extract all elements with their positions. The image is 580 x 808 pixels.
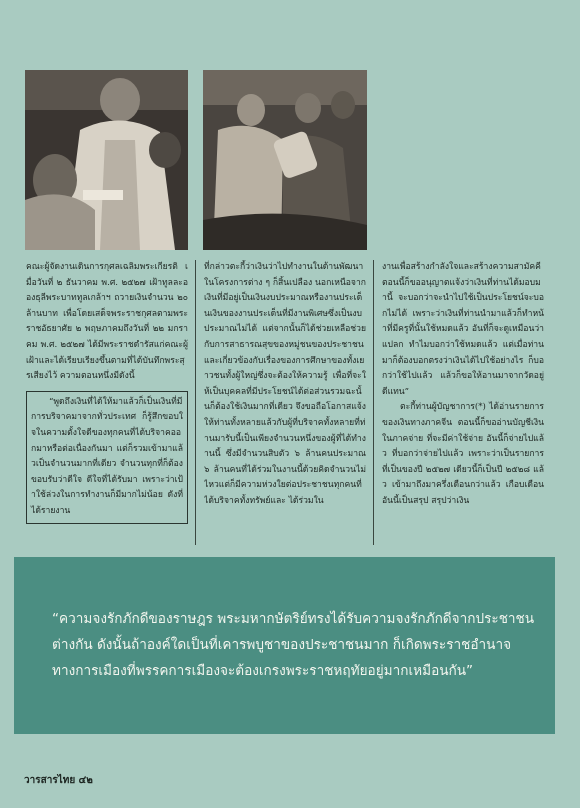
article-column-2 [204, 260, 366, 540]
page-footer: วารสารไทย ๔๒ [24, 775, 93, 786]
column-divider [195, 260, 196, 545]
quoted-speech-box: “พูดถึงเงินที่ได้ให้มาแล้วก็เป็นเงินที่มีการบริจาคมาจากทั่วประเทศ ก็รู้สึกขอบใจในความตั้งใจดีของทุกคนที่ได้บริจาคออกมาหรือต่อเนื่องกันมา แต่ก็รวมเข้ามาแล้วเป็นจำนวนมากที่เดียว จำนวนทุกที่ก็ต้องขอบรับว่าดีใจ ดีใจที่ได้รับมา เพราะว่าเป้าใช้ล่วงในการทำงานก็มีมากไม่น้อย ดังที่ได้รายงาน [26, 391, 188, 524]
photo-king-receiving-tribute [25, 70, 188, 250]
article-paragraph: งานเพื่อสร้างกำลังใจและสร้างความสามัคคีตอนนี้ก็ขออนุญาตแจ้งว่าเงินที่ท่านได้มอบมานี้ จะบอกว่าจะนำไปใช้เป็นประโยชน์จะบอกไม่ได้ เพราะว่าเงินที่ท่านนำมาแล้วก็ทำหน้าที่มีครูที่นั้นใช้หมดแล้ว อันที่ก็จะดูเหมือนว่าแปลก ทำไมบอกว่าใช้หมดแล้ว แต่เมื่อท่านมาก็ต้องบอกตรงว่าเงินได้ไปใช้อย่างไร ก็บอกว่าใช้ไปแล้ว แล้วก็ขอให้อานมาจากวัดอยู่ดีแทน” [382, 262, 544, 397]
article-column-1 [26, 260, 188, 540]
article-paragraph: คณะผู้จัดงานเดินการกุศลเฉลิมพระเกียรติ เมื่อวันที่ ๒ ธันวาคม พ.ศ. ๒๕๒๗ เฝ้าทูลละอองธุลีพระบาททูลเกล้าฯ ถวายเงินจำนวน ๒๐ ล้านบาท เพื่อโดยเสด็จพระราชกุศลตามพระราชอัธยาศัย ๒ พฤษภาคมถึงวันที่ ๒๒ มกราคม พ.ศ. ๒๕๒๗ ได้มีพระราชดำรัสแก่คณะผู้เฝ้าและได้เรียบเรียงขึ้นตามที่ได้บันทึกพระสุรเสียงไว้ ความตอนหนึ่งมีดังนี้ [26, 262, 188, 382]
pull-quote: “ความจงรักภักดีของราษฎร พระมหากษัตริย์ทรงได้รับความจงรักภักดีจากประชาชนต่างกัน ดังนั้นถ้าองค์ใดเป็นที่เคารพบูชาของประชาชนมาก ก็เกิดพระราชอำนาจทางการเมืองที่พรรคการเมืองจะต้องเกรงพระราชหฤทัยอยู่มากเหมือนกัน” [52, 611, 535, 679]
photo-queen-with-villagers [203, 70, 367, 250]
article-column-3 [382, 260, 544, 540]
column-divider [373, 260, 374, 545]
article-paragraph: ที่กล่าวตะกี้ว่าเงินว่าไปทำงานในด้านพัฒนาในโครงการต่าง ๆ ก็สิ้นเปลือง นอกเหนือจากเงินที่มีอยู่เป็นเงินงบประมาณหรืองานประเด็นเงินของงานประเด็นที่มีงานพิเศษซึ่งเป็นงบประมาณไม่ได้ แต่จากนั้นก็ได้ช่วยเหลือช่วยกับการสาธารณสุขของหมู่ชนของประชาชนและเกี่ยวข้องกับเรื่องของการศึกษาของทั้งเยาวชนทั้งผู้ใหญ่ซึ่งจะต้องให้ความรู้ เพื่อที่จะให้เป็นบุคคลที่มีประโยชน์ได้ต่อส่วนรวมฉะนั้นก็ต้องใช้เงินมากที่เดียว จึงขอถือโอกาสแจ้งให้ท่านทั้งหลายแล้วกับผู้ที่บริจาคทั้งหลายที่ท่านมารับนี้เป็นเพียงจำนวนหนึ่งของผู้ที่ได้ทำงานนี้ ซึ่งมีจำนวนสิบตัว ๖ ล้านคนประมาณ ๖ ล้านคนที่ได้ร่วมในงานนี้ด้วยคิดจำนวนไม่ไหวแต่ก็มีความห่วงใยต่อประชาชนทุกคนที่ได้บริจาคทั้งทรัพย์และ ได้ร่วมใน [204, 262, 366, 506]
article-paragraph: ตะกี้ท่านผู้บัญชาการ(*) ได้อ่านรายการของเงินทางภาคจีน ตอนนี้ก็ขออ่านบัญชีเงินในภาคจ่าย ที่จะมีค่าใช้จ่าย อันนี้ก็จ่ายไปแล้ว ที่บอกว่าจ่ายไปแล้ว เพราะว่าเป็นรายการที่เป็นของปี ๒๕๒๗ เดียวนี้ก็เป็นปี ๒๕๒๘ แล้ว เข้ามาถึงมาครึ่งเดือนกว่าแล้ว เกือบเดือน อันนี้เป็นสรุป สรุปว่าเงิน [382, 402, 544, 506]
